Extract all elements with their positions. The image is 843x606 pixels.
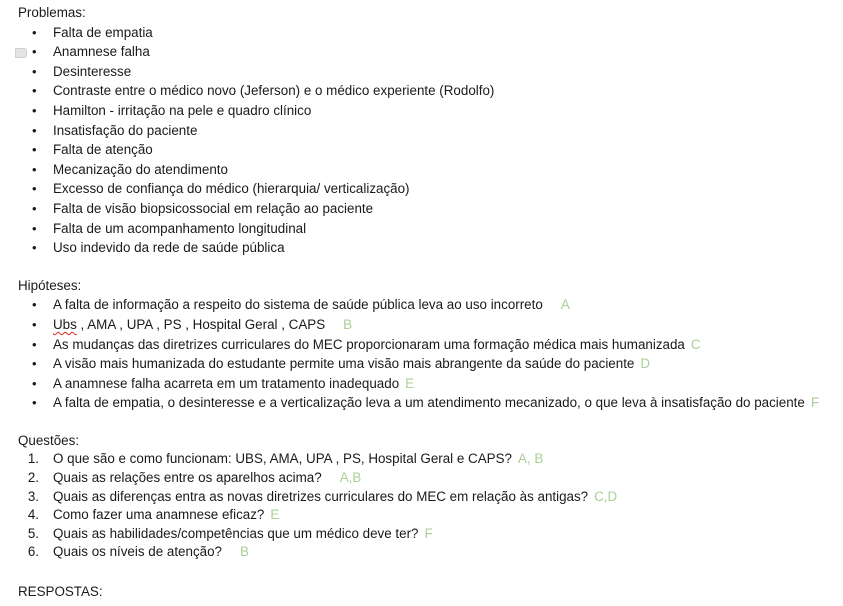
hipoteses-heading: Hipóteses:: [18, 277, 82, 293]
question-tag: F: [424, 525, 433, 541]
hypothesis-tag: A: [560, 297, 570, 313]
questoes-list: [18, 450, 843, 562]
list-item: [18, 62, 843, 82]
list-item: [18, 354, 843, 374]
bullet-dot-icon: •: [32, 220, 37, 236]
list-item-text: A anamnese falha acarreta em um tratamento inadequado: [53, 375, 400, 391]
list-item: [18, 199, 843, 219]
question-tag: C,D: [594, 488, 618, 504]
list-item-text: Desinteresse: [53, 63, 132, 79]
list-item-text: Quais os níveis de atenção?: [53, 544, 222, 560]
list-item-text: Anamnese falha: [53, 44, 150, 60]
list-item: [18, 543, 843, 562]
list-item: [18, 121, 843, 141]
blank-line: [18, 413, 843, 431]
list-item-text: A visão mais humanizada do estudante permite uma visão mais abrangente da saúde do paciente: [53, 356, 635, 372]
comment-marker-icon[interactable]: [15, 48, 27, 58]
misspelled-word[interactable]: Ubs: [53, 316, 77, 332]
list-item-text: Falta de visão biopsicossocial em relação ao paciente: [53, 200, 374, 216]
bullet-dot-icon: •: [32, 181, 37, 197]
list-item-text: O que são e como funcionam: UBS, AMA, UPA , PS, Hospital Geral e CAPS?: [53, 451, 512, 467]
list-item: [18, 525, 843, 544]
list-item: [18, 42, 843, 62]
list-item: [18, 23, 843, 43]
bullet-dot-icon: •: [32, 142, 37, 158]
bullet-dot-icon: •: [32, 63, 37, 79]
list-item: [18, 160, 843, 180]
list-item-text: Mecanização do atendimento: [53, 161, 228, 177]
hipoteses-list: [18, 295, 843, 413]
list-item-text: Quais as diferenças entra as novas diretrizes curriculares do MEC em relação às antigas?: [53, 488, 589, 504]
list-item: [18, 488, 843, 507]
hypothesis-tag: E: [405, 375, 415, 391]
list-number: 5.: [27, 525, 39, 541]
list-item-text: Quais as habilidades/competências que um médico deve ter?: [53, 525, 419, 541]
bullet-dot-icon: •: [32, 200, 37, 216]
list-number: 4.: [27, 507, 39, 523]
bullet-dot-icon: •: [32, 336, 37, 352]
list-item-text: , AMA , UPA , PS , Hospital Geral , CAPS: [76, 316, 326, 332]
list-item-text: As mudanças das diretrizes curriculares do MEC proporcionaram uma formação médica mais humanizada: [53, 336, 685, 352]
bullet-dot-icon: •: [32, 44, 37, 60]
list-item-text: A falta de informação a respeito do sistema de saúde pública leva ao uso incorreto: [53, 297, 543, 313]
list-item: [18, 219, 843, 239]
list-item-text: Falta de um acompanhamento longitudinal: [53, 220, 307, 236]
list-item-text: Falta de empatia: [53, 24, 153, 40]
blank-line: [18, 258, 843, 276]
list-number: 3.: [27, 488, 39, 504]
list-item-text: Falta de atenção: [53, 142, 153, 158]
bullet-dot-icon: •: [32, 316, 37, 332]
bullet-dot-icon: •: [32, 395, 37, 411]
question-tag: A, B: [517, 451, 544, 467]
list-item: [18, 469, 843, 488]
list-item: [18, 450, 843, 469]
list-item-text: Quais as relações entre os aparelhos acima?: [53, 470, 322, 486]
problemas-list: [18, 23, 843, 258]
list-item: [18, 335, 843, 355]
list-item: [18, 315, 843, 335]
list-item: [18, 238, 843, 258]
list-item-text: A falta de empatia, o desinteresse e a verticalização leva a um atendimento mecanizado, o que leva à insatisfação do paciente: [53, 395, 805, 411]
hypothesis-tag: B: [343, 316, 353, 332]
list-item: [18, 101, 843, 121]
blank-line: [18, 562, 843, 582]
list-number: 6.: [27, 544, 39, 560]
bullet-dot-icon: •: [32, 240, 37, 256]
list-item-text: Contraste entre o médico novo (Jeferson) e o médico experiente (Rodolfo): [53, 83, 495, 99]
question-tag: E: [270, 507, 280, 523]
questoes-heading: Questões:: [18, 432, 80, 448]
bullet-dot-icon: •: [32, 83, 37, 99]
list-number: 2.: [27, 470, 39, 486]
list-number: 1.: [27, 451, 39, 467]
question-tag: B: [239, 544, 249, 560]
hypothesis-tag: C: [690, 336, 701, 352]
hypothesis-tag: D: [640, 356, 651, 372]
bullet-dot-icon: •: [32, 375, 37, 391]
list-item: [18, 374, 843, 394]
list-item-text: Insatisfação do paciente: [53, 122, 198, 138]
problemas-heading: Problemas:: [18, 5, 86, 20]
list-item-text: Uso indevido da rede de saúde pública: [53, 240, 285, 256]
bullet-dot-icon: •: [32, 161, 37, 177]
list-item-text: Excesso de confiança do médico (hierarquia/ verticalização): [53, 181, 410, 197]
question-tag: A,B: [339, 470, 362, 486]
hypothesis-tag: F: [810, 395, 820, 411]
list-item: [18, 140, 843, 160]
document-body[interactable]: [18, 3, 843, 601]
list-item: [18, 295, 843, 315]
list-item-text: Como fazer uma anamnese eficaz?: [53, 507, 265, 523]
list-item: [18, 81, 843, 101]
list-item: [18, 393, 843, 413]
bullet-dot-icon: •: [32, 297, 37, 313]
respostas-heading: RESPOSTAS:: [18, 583, 103, 599]
bullet-dot-icon: •: [32, 356, 37, 372]
list-item: [18, 179, 843, 199]
bullet-dot-icon: •: [32, 122, 37, 138]
bullet-dot-icon: •: [32, 102, 37, 118]
list-item: [18, 506, 843, 525]
list-item-text: Hamilton - irritação na pele e quadro clínico: [53, 102, 312, 118]
bullet-dot-icon: •: [32, 24, 37, 40]
